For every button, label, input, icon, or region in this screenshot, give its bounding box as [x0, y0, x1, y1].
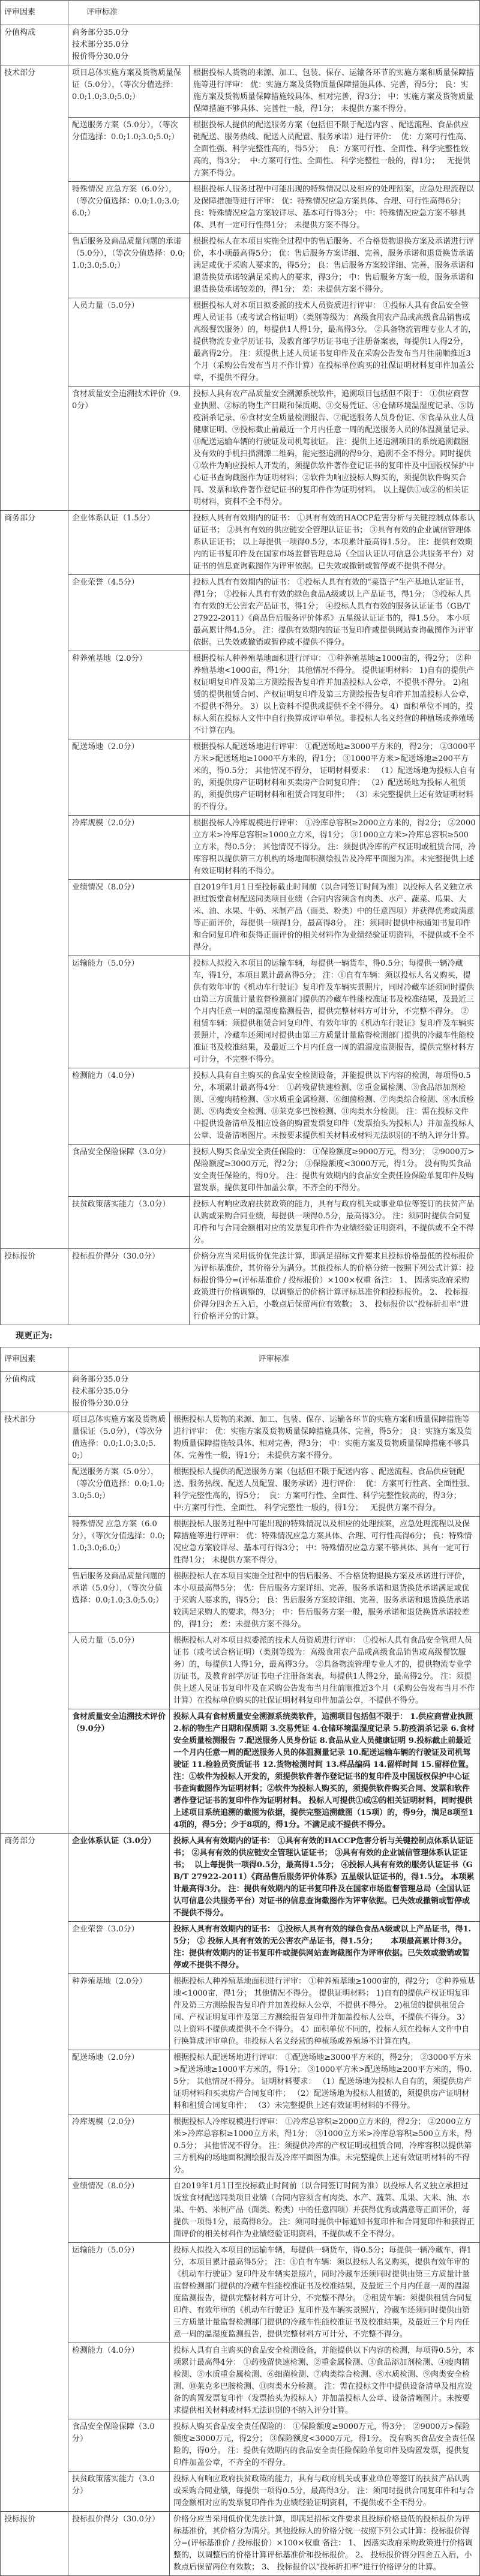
criteria-name: 配送服务方案（5.0分），（等次分值选择：0.0;1.0;3.0;5.0;） [68, 118, 190, 182]
section-category: 技术部分 [1, 65, 68, 511]
criteria-standard: 自2019年1月1日至投标截止时间前（以合同签订时间为准）以投标人名义独立承担过饭堂食材配送同类项目业绩（合同内容须含有肉类、水产、蔬菜、瓜果、大米、油、水果、牛奶、米制产品（面类、粉类）中的任意四项）并获得优秀或满意等正面评价，每提供一项得1分，最高得8分。 注：须同时提供中标通知书复印件和合同复印件和获得正面评价的相关材料作为业绩经验证明资料，不提供或不全不得分。 [190, 880, 480, 956]
score-composition-row [1, 25, 480, 65]
criteria-standard: 价格分应当采用低价优先法计算，即满足招标文件要求且投标价格最低的投标报价为评标基准价，其价格分为满分。其他投标人的价格分统一按照下列公式计算：投标报价得分=(评标基准价 / 投标报价）×100×权重 备注： 1、 因落实政府采购政策进行价格调整的，以调整后的价格计算评标基准价和投标报价。 2、 投标报价得分四舍五入后，小数点后保留两位有效数； 3、 投标报价以“投标折扣率”进行价格评分的计算。 [190, 1249, 480, 1325]
criteria-row [1, 880, 480, 956]
criteria-row [1, 1464, 480, 1517]
criteria-standard: 根据投标人对本项目拟委派的技术人员资质进行评审： ①投标人具有食品安全管理人员证书（或考试合格证明）（类别等级为：高级食用农产品或高级食品销售或高级餐饮服务）的，每提供1人得1分，最高得3分。 ②具备物流管理专业人才的，提供物流专业学历证书，及教育部学历证书电子注册备案表，每提供1人得2分，最高得2分。 注：须提供上述人员证书复印件及在采购公告发布当月往前顺推近3个月（采购公告发布当月不作计算）在投标单位购买的社保证明材料复印件加盖公章，不提供不得分。 [190, 298, 480, 387]
criteria-name: 冷库规模（2.0分） [68, 2114, 170, 2179]
header-factor: 评审因素 [1, 1347, 68, 1372]
criteria-standard: 投标人具有自主购买的食品安全检测设备，并能提供以下内容的检测，每项得0.5分，本项累计最高得4分： ①药残留快速检测、②重金属检测、③食品添加剂检测、④瘦肉精检测、⑤水质重金属检测、⑥细菌检测、⑦肉类综合检测、⑧水质检测、⑨肉类安全检测、⑩莱克多巴胺检测、⑪肉类水分检测。 注：需在投标文件中提供设备清单及相应设备的购置发票复印件（发票抬头为投标人）并加盖投标人公章、设备清晰图片。未按要求提供相关材料或材料无法识别的不纳入评分计算。 [170, 2343, 480, 2419]
header-factor: 评审因素 [1, 1, 68, 25]
criteria-name: 投标报价得分（30.0分） [68, 2512, 170, 2576]
criteria-name: 运输能力（5.0分） [68, 2243, 170, 2343]
criteria-name: 特殊情况 应急方案（6.0分），（等次分值选择：0.0;1.0;3.0;6.0;） [68, 182, 190, 234]
criteria-standard: 投标人具有自主购买的食品安全检测设备，并能提供以下内容的检测，每项得0.5分，本项累计最高得4分： ①药残留快速检测、②重金属检测、③食品添加剂检测、④瘦肉精检测、⑤水质重金属检测、⑥细菌检测、⑦肉类综合检测、⑧水质检测、⑨肉类安全检测、⑩莱克多巴胺检测、⑪肉类水分检测。 注：需在投标文件中提供设备清单及相应设备的购置发票复印件（发票抬头为投标人）并加盖投标人公章、设备清晰图片。未按要求提供相关材料或材料无法识别的不纳入评分计算。 [190, 1068, 480, 1145]
criteria-standard: 投标人具有有效期内的证书： ①投标人具有有效的绿色食品A级或以上产品证书，得1.5分； ② 投标人具有有效的无公害农产品证书，得1.5分； 本项最高累计得3分。 注：提供有效期内的证书复印件或提供网站查询截图作为评审依据。已失效或撤销或暂停或不提供不得分。 [170, 1922, 480, 1974]
criteria-name: 售后服务及商品质量问题的承诺（5.0分），（等次分值选择：0.0;1.0;3.0;5.0;） [68, 1569, 170, 1633]
criteria-row [1, 2243, 480, 2343]
criteria-name: 运输能力（5.0分） [68, 956, 190, 1068]
composition-line: 报价得分30.0分 [72, 52, 128, 61]
criteria-name: 冷库规模（2.0分） [68, 816, 190, 880]
criteria-row [1, 1197, 480, 1249]
criteria-row [1, 739, 480, 816]
criteria-name: 食材质量安全追溯技术评价（9.0分） [68, 387, 190, 511]
criteria-name: 扶贫政策落实能力（3.0分） [68, 1197, 190, 1249]
criteria-name: 人员力量（5.0分） [68, 298, 190, 387]
criteria-standard: 投标人购买食品安全责任保险的： ①保险额度≥9000万元，得3分； ②9000万>保险额度≥3000万元，得2分； ③保险额度<3000万元，得1分。 没有购买食品安全责任保险的，得0分。 注：提供有效期内的食品安全责任险保险单复印件及购置发票，提供复印件加盖公章，不齐全的不得分。 [190, 1145, 480, 1197]
criteria-name: 企业荣誉（4.5分） [68, 575, 190, 651]
criteria-name: 检测能力（4.0分） [68, 2343, 170, 2419]
criteria-name: 特殊情况 应急方案（6.0分），（等次分值选择：0.0;1.0;3.0;6.0;） [68, 1517, 170, 1569]
criteria-name: 投标报价得分（30.0分） [68, 1249, 190, 1325]
criteria-standard: 投标人具有有效期内的证书： ①投标人具有有效的“菜篮子”生产基地认定证书，得1分； ②投标人具有有效的绿色食品A级或以上产品证书，得1分； ③投标人具有有效的无公害农产品证书，得1分； ④投标人具有有效的服务认证证书（GB/T 27922-2011）《商品售后服务评价体系》五星级认证证书的，得1.5分。 本小项最高累计得4.5分。 注：提供有效期内的证书复印件或提供网站查询截图作为评审依据。已失效或撤销或暂停或不提供不得分。 [190, 575, 480, 651]
criteria-row [1, 387, 480, 511]
criteria-standard: 投标人拟投入本项目的运输车辆，每提供一辆货车，得0.5分；每提供一辆冷藏车，得1分，本项目累计最高得5分； 注：①自有车辆：须以投标人名义购买，提供有效年审的《机动车行驶证》复印件及车辆实景照片，同时冷藏车还须同时提供由第三方质量计量监督检测部门提供的冷藏车性能校准证书及校准结果，及最近三个月内任意一周的温湿度监测报告，提供完整材料方可计分，不完整不得分。 ②租赁车辆：须提供租赁合同复印件、有效年审的《机动车行驶证》复印件及车辆实景照片，冷藏车还须同时提供由第三方质量计量监督检测部门提供的冷藏车性能校准证书及校准结果，及最近三个月内任意一周的温湿度监测报告，提供完整材料方可计分，不完整不得分。 [170, 2243, 480, 2343]
criteria-row [1, 511, 480, 575]
criteria-standard: 根据投标人冷库规模进行评审： ①冷库总容积≥2000立方米的，得2分； ②2000立方米>冷库总容积≥1000立方米，得1分； ③1000立方米>冷库总容积≥500立方米，得0.5分； 其他情况不得分。 注：须提供冷库的产权证明或租赁合同，冷库容积以提供第三方机构的场地面积测绘报告及冷库平面图为准。未完整提供上述有效证明材料的不得分。 [190, 816, 480, 880]
criteria-row [1, 1145, 480, 1197]
criteria-row [1, 1249, 480, 1325]
criteria-row [1, 1834, 480, 1922]
composition-line: 技术部分35.0分 [72, 40, 128, 49]
header-row [1, 1, 480, 25]
composition-line: 报价得分30.0分 [72, 1399, 128, 1408]
criteria-name: 项目总体实施方案及货物质量保证（5.0分），（等次分值选择：0.0;1.0;3.0;5.0;） [68, 65, 190, 118]
criteria-standard: 自2019年1月1日至投标截止时间前（以合同签订时间为准）以投标人名义独立承担过饭堂食材配送同类项目业绩（合同内容须含有肉类、水产、蔬菜、瓜果、大米、油、水果、牛奶、米制产品（面类、粉类）中的任意四项）并获得优秀或满意等正面评价，每提供一项得1分，最高得8分。 注：须同时提供中标通知书复印件和合同复印件和获得正面评价的相关材料作为业绩经验证明资料，不提供或不全不得分。 [170, 2179, 480, 2243]
criteria-name: 食品安全保险保障（3.0分） [68, 2419, 170, 2472]
criteria-name: 配送场地（2.0分） [68, 2050, 170, 2114]
criteria-row [1, 1569, 480, 1633]
criteria-name: 项目总体实施方案及货物质量保证（5.0分），（等次分值选择：0.0;1.0;3.0;5.0;） [68, 1412, 170, 1464]
criteria-standard: 根据投标人服务过程中可能出现的特殊情况以及相应的处理预案，应急处理流程以及保障措施等进行评审： 优：特殊情况应急方案具体、合理、可行性高得6分； 良：特殊情况应急方案较详尽、基本可行得3分； 中：特殊情况应急方案不够具体、具有一定可行性得1分； 未提供方案不得分。 [170, 1517, 480, 1569]
criteria-standard: 根据投标人对本项目拟委派的技术人员资质进行评审： ①投标人具有食品安全管理人员证书（或考试合格证明）（类别等级为：高级食用农产品或高级食品销售或高级餐饮服务）的，每提供1人得1分，最高得3分。 ②具备物流管理专业人才的，提供物流专业学历证书，及教育部学历证书电子注册备案表，每提供1人得2分，最高得2分。 注：须提供上述人员证书复印件及在采购公告发布当月往前顺推近3个月（采购公告发布当月不作计算）在投标单位购买的社保证明材料复印件加盖公章，不提供不得分。 [170, 1633, 480, 1709]
criteria-name: 检测能力（4.0分） [68, 1068, 190, 1145]
criteria-standard: 根据投标人种养殖基地面积进行评审： ①种养殖基地≥1000亩的，得2分； ②种养殖基地<1000亩，得1分； 其他情况不得分。 提供证明材料： 1)自有的提供产权证明复印件及第三方测绘报告复印件并加盖投标人公章，不提供不得分。 2)租赁的提供租赁合同、产权证明复印件及第三方测绘报告复印件并加盖投标人公章，不提供不得分。 3）以上资料不提供或提供不全不得分。 4）面积单位不同的，投标人须在投标人文件中自行换算成评审单位。非投标人名义经营的种植场或养殖场不计算在内。 [190, 651, 480, 739]
criteria-standard: 根据投标人种养殖基地面积进行评审： ①种养殖基地≥1000亩的，得2分； ②种养殖基地<1000亩，得1分； 其他情况不得分。 提供证明材料： 1)自有的提供产权证明复印件及第三方测绘报告复印件并加盖投标人公章，不提供不得分。 2)租赁的提供租赁合同、产权证明复印件及第三方测绘报告复印件并加盖投标人公章，不提供不得分。 3）以上资料不提供或提供不全不得分。 4）面积单位不同的，投标人须在投标人文件中自行换算成评审单位。非投标人名义经营的种植场或养殖场不计算在内。 [170, 1974, 480, 2050]
criteria-standard: 根据投标人提供的配送服务方案（包括但不限于配送内容 、配送流程、食品供应链配送、服务热线、配送人员配置、服务承诺）进行评价： 优：方案可行性高、全面性强、科学完整性高的，得5分； 良：方案可行性、全面性、科学完整性较高的，得3分； 中:方案可行性、全面性、 科学完整性一般的，得1分； 无提供方案不得分。 [170, 1464, 480, 1517]
criteria-name: 配送服务方案（5.0分），（等次分值选择：0.0;1.0;3.0;5.0;） [68, 1464, 170, 1517]
criteria-standard: 根据投标人在本项目实施全过程中的售后服务、不合格货物退换方案及承诺进行评价，本小项最高得5分； 优：售后服务方案详细、完善，服务承诺和退货换货承诺满足或优于采购人要求的，得5分； 良：售后服务方案较详细、完善，服务承诺和退货换货承诺较满足采购人的要求，得3分； 中：售后服务方案一般，服务承诺和退货换货承诺较差的，得1分； 差：未提供方案不得分。 [190, 234, 480, 298]
criteria-row [1, 651, 480, 739]
criteria-standard: 根据投标人配送场地进行评审： ①配送场地≥3000平方米的，得2分； ②3000平方米>配送场地≥1000平方米的，得1分； ③1000平方米>配送场地≥200平方米的，得0.5分； 其他情况不得分， 证明材料要求： （1）配送场地为投标人自有的，须提供房产证明材料和买卖房产合同复印件； （2）配送场地为投标人租赁的，须提供房产证明材料和租赁合同复印件； （3）未完整提供上述有效证明材料的不得分。 [190, 739, 480, 816]
criteria-row [1, 1922, 480, 1974]
criteria-standard: 投标人购买食品安全责任保险的： ①保险额度≥9000万元，得3分； ②9000万>保险额度≥3000万元，得2分； ③保险额度<3000万元，得1分。 没有购买食品安全责任保险的，得0分。 注：提供有效期内的食品安全责任险保险单复印件及购置发票，提供复印件加盖公章，不齐全的不得分。 [170, 2419, 480, 2472]
criteria-standard: 根据投标人货物的来源、加工、包装、保存、运输各环节的实施方案和质量保障措施等进行评审： 优：实施方案及货物质量保障措施具体、完善，得5分； 良：实施方案及货物质量保障措施较具体、相对完善，得3分； 中：实施方案及货物质量保障措施不够具体、完善性一般，得1分； 未提供方案不得分。 [170, 1412, 480, 1464]
criteria-name: 企业荣誉（3.0分） [68, 1922, 170, 1974]
criteria-standard: 根据投标人服务过程中可能出现的特殊情况以及相应的处理预案，应急处理流程以及保障措施等进行评审： 优：特殊情况应急方案具体、合理、可行性高得6分； 良：特殊情况应急方案较详尽、基本可行得3分； 中：特殊情况应急方案不够具体、具有一定可行性得1分； 未提供方案不得分。 [190, 182, 480, 234]
criteria-row [1, 65, 480, 118]
criteria-standard: 根据投标人配送场地进行评审： ①配送场地≥3000平方米的，得2分； ②3000平方米>配送场地≥1000平方米的，得1分； ③1000平方米>配送场地≥200平方米的，得0.5分； 其他情况不得分。 证明材料要求： （1）配送场地为投标人自有的，须提供房产证明材料和买卖房产合同复印件； （2）配送场地为投标人租赁的，须提供房产证明材料和租赁合同复印件； （3）未完整提供上述有效证明材料的不得分。 [170, 2050, 480, 2114]
criteria-row [1, 1974, 480, 2050]
correction-heading: 现更正为: [16, 1331, 53, 1341]
composition-values [68, 1372, 480, 1412]
criteria-row [1, 816, 480, 880]
criteria-standard: 投标人具有食材质量安全溯源系统类软件，追溯项目包括但不限于： 1.供应商营业执照 2.标的物生产日期和保质期 3.交易凭证 4.仓储环境温湿度记录 5.防疫消杀记录 6.食材安全质量检测报告 7.配送服务人员身份证 8.食品从业人员健康证明 9.投标截止前最近一个月内任意一周的配送服务人员的体温测量记录 10.配送运输车辆的行驶证及司机驾驶证 11.检验员资质证书 12.货物检测时间 13.样品编码 14.留样时间 15.留样位置。 注：①软件为投标人开发的，须提供软件著作登记证书的复印件及中国版权保护中心证书查询截图作为证明材料；②软件为投标人购买的，须提供软件购买合同、发票和软件著作登记证书的复印件作为证明材料。 投标人可提供①或②的相关证明材料，同时提供上述项目系统追溯的截图为依据，提供完整追溯截图（15项）的，得9分，满足8项至14项的，得5分；少于8项的，得1分。不满足或不提供不得分。 [170, 1709, 480, 1834]
criteria-standard: 投标人有响应政府扶贫政策的能力，具有与政府机关或事业单位等签订的扶贫产品认购或采购合同业绩，每提供一项得0.5分，最高得3分。 注：须同时提供合同复印件和与合同金额相对应的发票复印件作为业绩经验证明资料，不提供或不全不得分。 [170, 2472, 480, 2512]
criteria-standard: 根据投标人货物的来源、加工、包装、保存、运输各环节的实施方案和质量保障措施等进行评审： 优：实施方案及货物质量保障措施具体、完善，得5分； 良：实施方案及货物质量保障措施较具体、相对完善，得3分； 中：实施方案及货物质量保障措施不够具体、完善性一般，得1分； 未提供方案不得分。 [190, 65, 480, 118]
criteria-name: 业绩情况（8.0分） [68, 2179, 170, 2243]
header-standard: 评审标准 [68, 1, 480, 25]
criteria-row [1, 1068, 480, 1145]
criteria-standard: 投标人具有农产品质量安全溯源系统软件，追溯项目包括但不限于： ①供应商营业执照、②标的物生产日期和保质期、③交易凭证、④仓储环境温湿度记录、⑤防疫消杀记录、⑥食材安全质量检测报告、⑦配送服务人员身份证、⑧食品从业人员健康证明、⑨投标截止前最近一个月内任意一周的配送服务人员的体温测量记录、⑩配送运输车辆的行驶证及司机驾驶证。 注：提供上述追溯项目的系统追溯截图及有效的手机扫描溯源二维码，能完整追溯的得9分，追溯不全不得分。同时提供①软件为响应投标人开发的，须提供软件著作登记证书的复印件及中国版权保护中心证书查询截图作为证明材料；②软件为响应投标人购买的，须提供软件购买合同、发票和软件著作登记证书的复印件作为证明材料。 以上提供①或②的相关证明材料，资料不全不得分。 [190, 387, 480, 511]
criteria-row [1, 2114, 480, 2179]
section-category: 商务部分 [1, 1834, 68, 2512]
criteria-row [1, 2050, 480, 2114]
criteria-standard: 投标人有响应政府扶贫政策的能力，具有与政府机关或事业单位等签订的扶贫产品认购或采购合同业绩，每提供一项得0.5分，最高得3分。 注：须同时提供合同复印件和与合同金额相对应的发票复印件作为业绩经验证明资料，不提供或不全不得分。 [190, 1197, 480, 1249]
composition-values [68, 25, 480, 65]
criteria-standard: 投标人拟投入本项目的运输车辆，每提供一辆货车，得0.5分；每提供一辆冷藏车，得1分，本项目累计最高得5分； 注：①自有车辆：须以投标人名义购买，提供有效年审的《机动车行驶证》复印件及车辆实景照片，同时冷藏车还须同时提供由第三方质量计量监督检测部门提供的冷藏车性能校准证书及校准结果，及最近三个月内任意一周的温湿度监测报告，提供完整材料方可计分，不完整不得分。 ②租赁车辆：须提供租赁合同复印件、有效年审的《机动车行驶证》复印件及车辆实景照片，冷藏车还须同时提供由第三方质量计量监督检测部门提供的冷藏车性能校准证书及校准结果，及最近三个月内任意一周的温湿度监测报告，提供完整材料方可计分，不完整不得分。 [190, 956, 480, 1068]
revised-scoring-table [0, 1347, 480, 2576]
criteria-row [1, 2472, 480, 2512]
criteria-row [1, 575, 480, 651]
criteria-standard: 根据投标人冷库规模进行评审： ①冷库总容积≥2000立方米的，得2分； ②2000立方米>冷库总容积≥1000立方米，得1分； ③1000立方米>冷库总容积≥500立方米，得0.5分； 其他情况不得分。 注：须提供冷库的产权证明或租赁合同，冷库容积以提供第三方机构的场地面积测绘报告及冷库平面图为准。未完整提供上述有效证明材料的不得分。 [170, 2114, 480, 2179]
section-category: 投标报价 [1, 2512, 68, 2576]
composition-line: 商务部分35.0分 [72, 1375, 128, 1384]
criteria-name: 食品安全保险保障（3.0分） [68, 1145, 190, 1197]
criteria-row [1, 118, 480, 182]
criteria-row [1, 298, 480, 387]
criteria-name: 配送场地（2.0分） [68, 739, 190, 816]
criteria-name: 售后服务及商品质量问题的承诺（5.0分），（等次分值选择：0.0;1.0;3.0;5.0;） [68, 234, 190, 298]
criteria-row [1, 1709, 480, 1834]
criteria-name: 扶贫政策落实能力（3.0分） [68, 2472, 170, 2512]
criteria-row [1, 2343, 480, 2419]
composition-line: 商务部分35.0分 [72, 28, 128, 37]
criteria-standard: 根据投标人在本项目实施全过程中的售后服务、不合格货物退换方案及承诺进行评价，本小项最高得5分； 优：售后服务方案详细、完善，服务承诺和退货换货承诺满足或优于采购人要求的，得5分； 良：售后服务方案较详细、完善，服务承诺和退货换货承诺较满足采购人的要求，得3分； 中：售后服务方案一般，服务承诺和退货换货承诺较差的，得1分； 差：未提供方案不得分。 [170, 1569, 480, 1633]
criteria-row [1, 956, 480, 1068]
criteria-name: 食材质量安全追溯技术评价（9.0分） [68, 1709, 170, 1834]
criteria-name: 业绩情况（8.0分） [68, 880, 190, 956]
criteria-row [1, 2419, 480, 2472]
criteria-row [1, 1517, 480, 1569]
section-category: 投标报价 [1, 1249, 68, 1325]
section-category: 技术部分 [1, 1412, 68, 1834]
composition-line: 技术部分35.0分 [72, 1387, 128, 1396]
criteria-name: 人员力量（5.0分） [68, 1633, 170, 1709]
header-row [1, 1347, 480, 1372]
criteria-standard: 投标人具有有效期内的证书： ①具有有效的HACCP危害分析与关键控制点体系认证证书； ②具有有效的供应链安全管理认证证书； ③具有有效的企业诚信管理体系认证证书； 以上每提供一项得0.5分，本项累计最高得1.5分。 注：提供有效期内的证书复印件及在国家市场监督管理总局（全国认证认可信息公共服务平台）对证书的信息查询截图作为评审依据。已失效或撤销或暂停或不提供不得分。 [190, 511, 480, 575]
criteria-row [1, 1412, 480, 1464]
header-standard: 评审标准 [68, 1347, 480, 1372]
criteria-name: 企业体系认证（1.5分） [68, 511, 190, 575]
criteria-row [1, 2179, 480, 2243]
composition-label: 分值构成 [1, 1372, 68, 1412]
criteria-row [1, 182, 480, 234]
score-composition-row [1, 1372, 480, 1412]
criteria-row [1, 234, 480, 298]
criteria-name: 企业体系认证（3.0分） [68, 1834, 170, 1922]
section-category: 商务部分 [1, 511, 68, 1249]
criteria-standard: 价格分应当采用低价优先法计算，即满足招标文件要求且投标价格最低的投标报价为评标基准价，其价格分为满分。其他投标人的价格分统一按照下列公式计算：投标报价得分=(评标基准价 / 投标报价）×100×权重 备注： 1、 因落实政府采购政策进行价格调整的，以调整后的价格计算评标基准价和投标报价。 2、 投标报价得分四舍五入后，小数点后保留两位有效数； 3、 投标报价以“投标折扣率”进行价格评分的计算。 [170, 2512, 480, 2576]
criteria-standard: 投标人具有有效期内的证书： ①具有有效的HACCP危害分析与关键控制点体系认证证书； ②具有有效的供应链安全管理认证证书； ③具有有效的企业诚信管理体系认证证书； 以上每提供一项得0.5分，最高得1.5分； ④投标人具有有效的服务认证证书（GB/T 27922-2011）《商品售后服务评价体系》五星级认证证书的，得1.5分。 本项累计最高得3分。 注：提供有效期内的证书复印件及在国家市场监督管理总局（全国认证认可信息公共服务平台）对证书的信息查询截图作为评审依据。已失效或撤销或暂停或不提供不得分。 [170, 1834, 480, 1922]
criteria-row [1, 2512, 480, 2576]
criteria-name: 种养殖基地（2.0分） [68, 1974, 170, 2050]
composition-label: 分值构成 [1, 25, 68, 65]
criteria-row [1, 1633, 480, 1709]
criteria-name: 种养殖基地（2.0分） [68, 651, 190, 739]
criteria-standard: 根据投标人提供的配送服务方案（包括但不限于配送内容 、配送流程、食品供应链配送、服务热线、配送人员配置、服务承诺）进行评价： 优：方案可行性高、全面性强、科学完整性高的，得5分； 良：方案可行性、全面性、科学完整性较高的，得3分； 中:方案可行性、全面性、 科学完整性一般的，得1分； 无提供方案不得分。 [190, 118, 480, 182]
